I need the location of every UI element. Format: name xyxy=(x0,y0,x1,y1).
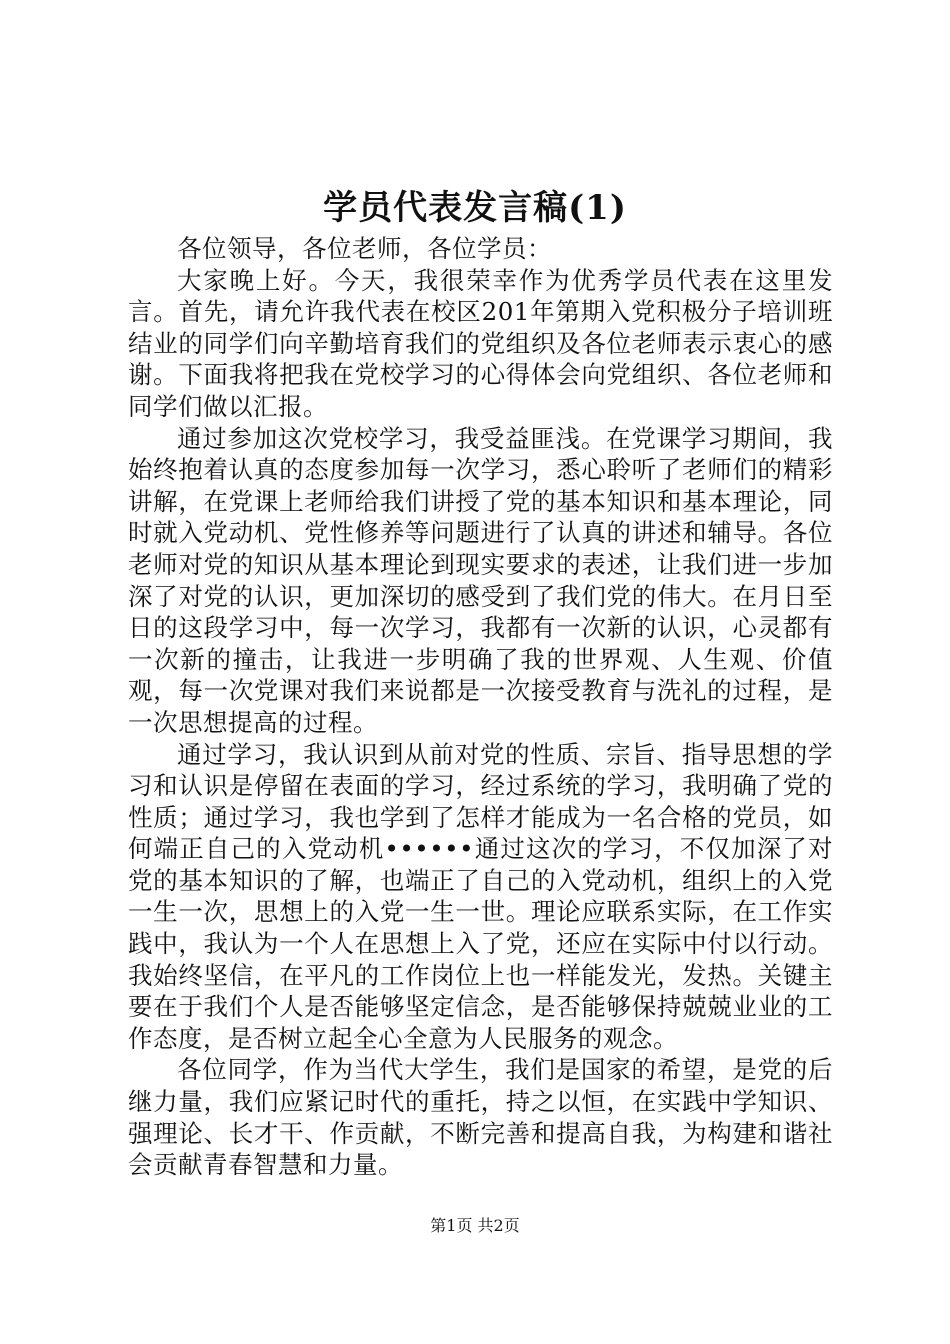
page-footer: 第1页 共2页 xyxy=(430,1216,520,1235)
document-title: 学员代表发言稿(1) xyxy=(323,188,627,228)
document-body xyxy=(128,233,833,1181)
body-paragraph: 大家晚上好。今天，我很荣幸作为优秀学员代表在这里发言。首先，请允许我代表在校区201年第期入党积极分子培训班结业的同学们向辛勤培育我们的党组织及各位老师表示衷心的感谢。下面我将把我在党校学习的心得体会向党组织、各位老师和同学们做以汇报。 xyxy=(128,265,833,421)
body-paragraph: 通过学习，我认识到从前对党的性质、宗旨、指导思想的学习和认识是停留在表面的学习，经过系统的学习，我明确了党的性质；通过学习，我也学到了怎样才能成为一名合格的党员，如何端正自己的入党动机••••••通过这次的学习，不仅加深了对党的基本知识的了解，也端正了自己的入党动机，组织上的入党一生一次，思想上的入党一生一世。理论应联系实际，在工作实践中，我认为一个人在思想上入了党，还应在实际中付以行动。我始终坚信，在平凡的工作岗位上也一样能发光，发热。关键主要在于我们个人是否能够坚定信念，是否能够保持兢兢业业的工作态度，是否树立起全心全意为人民服务的观念。 xyxy=(128,739,833,1053)
salutation-paragraph: 各位领导，各位老师，各位学员： xyxy=(177,234,552,263)
body-paragraph: 通过参加这次党校学习，我受益匪浅。在党课学习期间，我始终抱着认真的态度参加每一次学习，悉心聆听了老师们的精彩讲解，在党课上老师给我们讲授了党的基本知识和基本理论，同时就入党动机、党性修养等问题进行了认真的讲述和辅导。各位老师对党的知识从基本理论到现实要求的表述，让我们进一步加深了对党的认识，更加深切的感受到了我们党的伟大。在月日至日的这段学习中，每一次学习，我都有一次新的认识，心灵都有一次新的撞击，让我进一步明确了我的世界观、人生观、价值观，每一次党课对我们来说都是一次接受教育与洗礼的过程，是一次思想提高的过程。 xyxy=(128,423,833,737)
body-paragraph: 各位同学，作为当代大学生，我们是国家的希望，是党的后继力量，我们应紧记时代的重托，持之以恒，在实践中学知识、强理论、长才干、作贡献，不断完善和提高自我，为构建和谐社会贡献青春智慧和力量。 xyxy=(128,1055,833,1180)
